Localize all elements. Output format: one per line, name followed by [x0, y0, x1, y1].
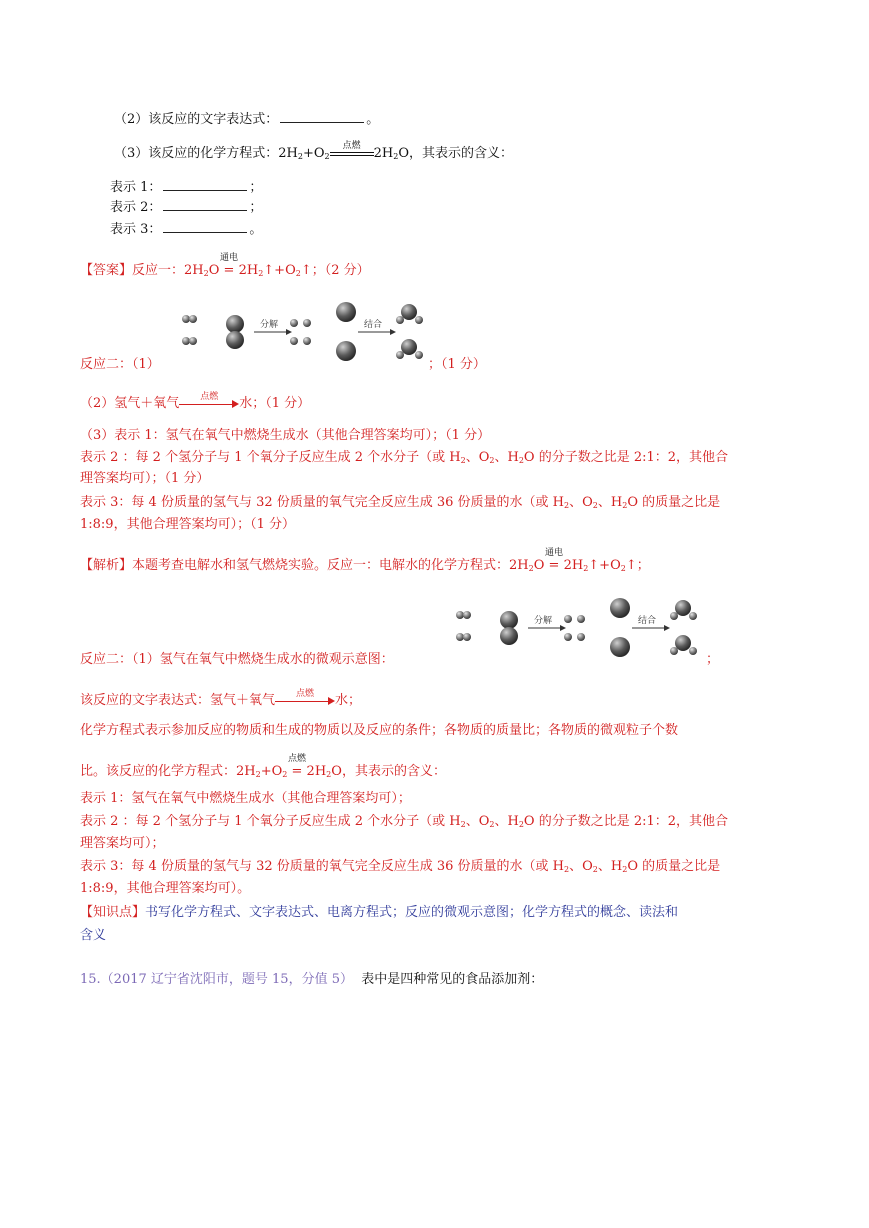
blank-1: 表示 1： ； [110, 180, 263, 195]
step-decompose: 分解 [260, 320, 279, 330]
analysis-line-7: 表示 2 ：每 2 个氢分子与 1 个氧分子反应生成 2 个水分子（或 $H_2$、$O_2$、$H_2O$ 的分子数之比是 2:1：2，其他合 [80, 814, 729, 829]
step-combine: 结合 [638, 616, 657, 626]
question-3: （3）该反应的化学方程式：$2H_2+O_2$ 点燃 $2H_2O$，其表示的含义： [114, 140, 514, 161]
micro-diagram-analysis [452, 596, 708, 662]
answer-meaning-2-cont: 理答案均可）；（1 分） [80, 471, 210, 486]
knowledge-line-2: 含义 [80, 928, 107, 943]
answer-reaction-2-score: ；（1 分） [428, 357, 486, 372]
micro-diagram-answer [178, 300, 434, 366]
blank-3: 表示 3： 。 [110, 222, 263, 237]
analysis-line-4: 化学方程式表示参加反应的物质和生成的物质以及反应的条件；各物质的质量比；各物质的微观粒子个数 [80, 723, 679, 738]
question-15: 15.（2017 辽宁省沈阳市，题号 15，分值 5） 表中是四种常见的食品添加剂： [80, 972, 544, 987]
step-combine: 结合 [364, 320, 383, 330]
analysis-line-3: 该反应的文字表达式：氢气＋氧气 点燃 水； [80, 688, 362, 708]
answer-meaning-2: 表示 2 ：每 2 个氢分子与 1 个氧分子反应生成 2 个水分子（或 $H_2$、$O_2$、$H_2O$ 的分子数之比是 2:1：2，其他合 [80, 450, 729, 465]
analysis-line-1: 【解析】本题考查电解水和氢气燃烧实验。反应一：电解水的化学方程式：$2H_2O$ = 通电 $2H_2↑+O_2↑$； [80, 548, 650, 573]
analysis-line-6: 表示 1：氢气在氧气中燃烧生成水（其他合理答案均可）； [80, 791, 411, 806]
analysis-line-9: 表示 3：每 4 份质量的氢气与 32 份质量的氧气完全反应生成 36 份质量的水（或 $H_2$、$O_2$、$H_2O$ 的质量之比是 [80, 859, 721, 874]
analysis-line-2: 反应二：（1）氢气在氧气中燃烧生成水的微观示意图： [80, 652, 394, 667]
analysis-line-10: 1:8:9，其他合理答案均可）。 [80, 881, 251, 896]
blank-2: 表示 2： ； [110, 200, 263, 215]
question-2: （2）该反应的文字表达式： 。 [114, 112, 380, 127]
analysis-line-8: 理答案均可）； [80, 836, 165, 851]
knowledge-line-1: 【知识点】书写化学方程式、文字表达式、电离方程式；反应的微观示意图；化学方程式的概念、读法和 [80, 905, 679, 920]
step-decompose: 分解 [534, 616, 553, 626]
answer-meaning-3-cont: 1:8:9，其他合理答案均可）；（1 分） [80, 517, 295, 532]
analysis-line-2-end: ； [706, 652, 720, 667]
answer-word-equation: （2）氢气＋氧气 点燃 水；（1 分） [80, 391, 311, 411]
answer-reaction-2: 反应二：（1） [80, 357, 160, 372]
answer-reaction-1: 【答案】反应一：$2H_2O$ = 通电 $2H_2↑+O_2↑$；（2 分） [80, 253, 370, 278]
answer-meaning-3: 表示 3：每 4 份质量的氢气与 32 份质量的氧气完全反应生成 36 份质量的水（或 $H_2$、$O_2$、$H_2O$ 的质量之比是 [80, 495, 721, 510]
answer-meaning-1: （3）表示 1：氢气在氧气中燃烧生成水（其他合理答案均可）；（1 分） [80, 428, 491, 443]
analysis-line-5: 比。该反应的化学方程式：$2H_2+O_2$ = 点燃 $2H_2O$，其表示的含义： [80, 754, 446, 779]
